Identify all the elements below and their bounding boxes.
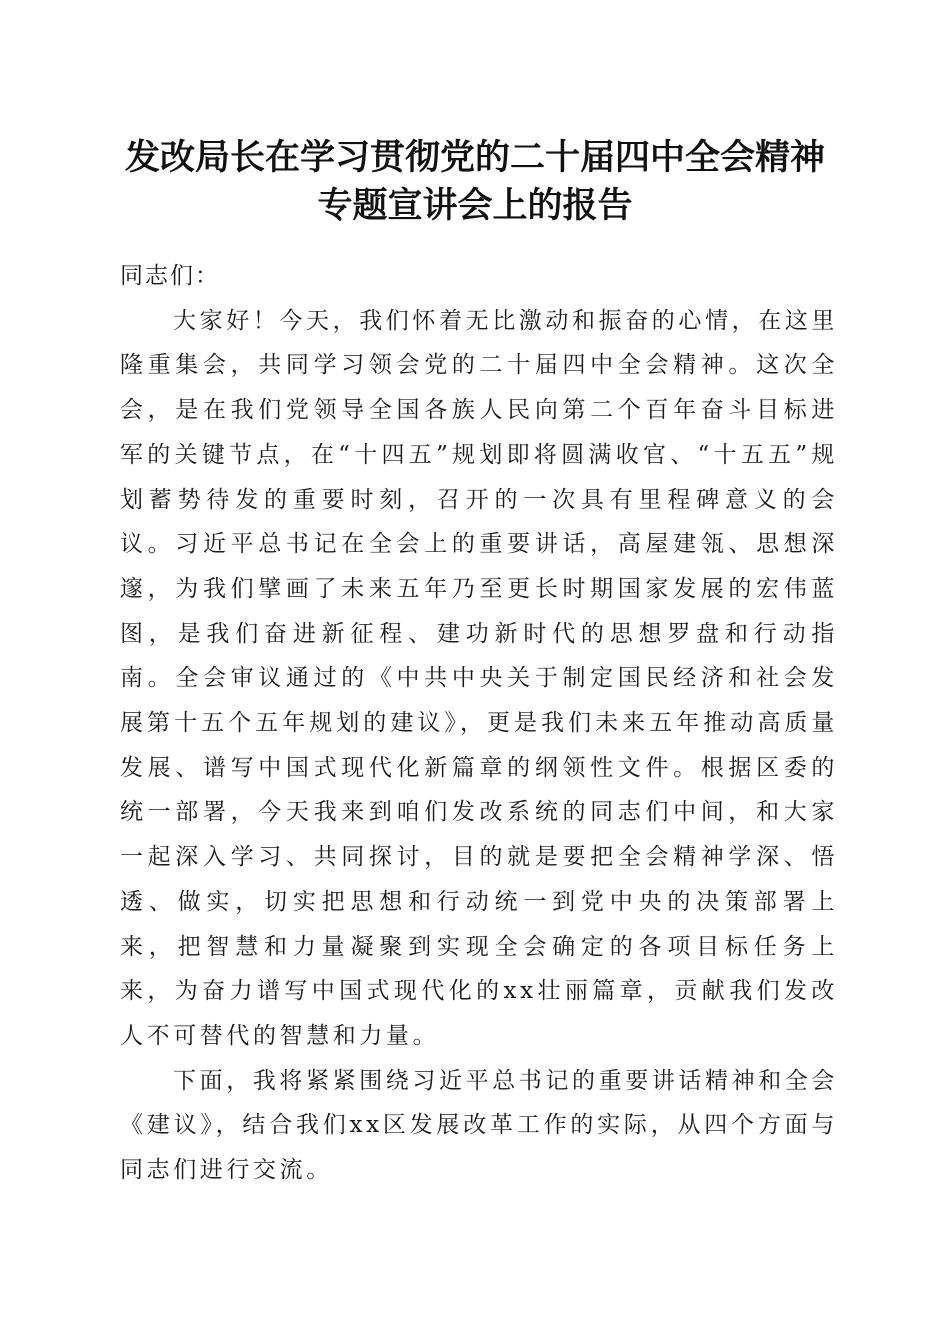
paragraph-1: 大家好！今天，我们怀着无比激动和振奋的心情，在这里隆重集会，共同学习领会党的二十届四中全会精神。这次全会，是在我们党领导全国各族人民向第二个百年奋斗目标进军的关键节点，在“十四五”规划即将圆满收官、“十五五”规划蓄势待发的重要时刻，召开的一次具有里程碑意义的会议。习近平总书记在全会上的重要讲话，高屋建瓴、思想深邃，为我们擘画了未来五年乃至更长时期国家发展的宏伟蓝图，是我们奋进新征程、建功新时代的思想罗盘和行动指南。全会审议通过的《中共中央关于制定国民经济和社会发展第十五个五年规划的建议》，更是我们未来五年推动高质量发展、谱写中国式现代化新篇章的纲领性文件。根据区委的统一部署，今天我来到咱们发改系统的同志们中间，和大家一起深入学习、共同探讨，目的就是要把全会精神学深、悟透、做实，切实把思想和行动统一到党中央的决策部署上来，把智慧和力量凝聚到实现全会确定的各项目标任务上来，为奋力谱写中国式现代化的xx壮丽篇章，贡献我们发改人不可替代的智慧和力量。 — [120, 307, 838, 1049]
document-title-line-1: 发改局长在学习贯彻党的二十届四中全会精神 — [124, 137, 825, 178]
salutation: 同志们： — [120, 263, 220, 289]
document-title-line-2: 专题宣讲会上的报告 — [317, 185, 633, 226]
paragraph-2: 下面，我将紧紧围绕习近平总书记的重要讲话精神和全会《建议》，结合我们xx区发展改革工作的实际，从四个方面与同志们进行交流。 — [120, 1067, 838, 1184]
document-body — [120, 254, 838, 1193]
